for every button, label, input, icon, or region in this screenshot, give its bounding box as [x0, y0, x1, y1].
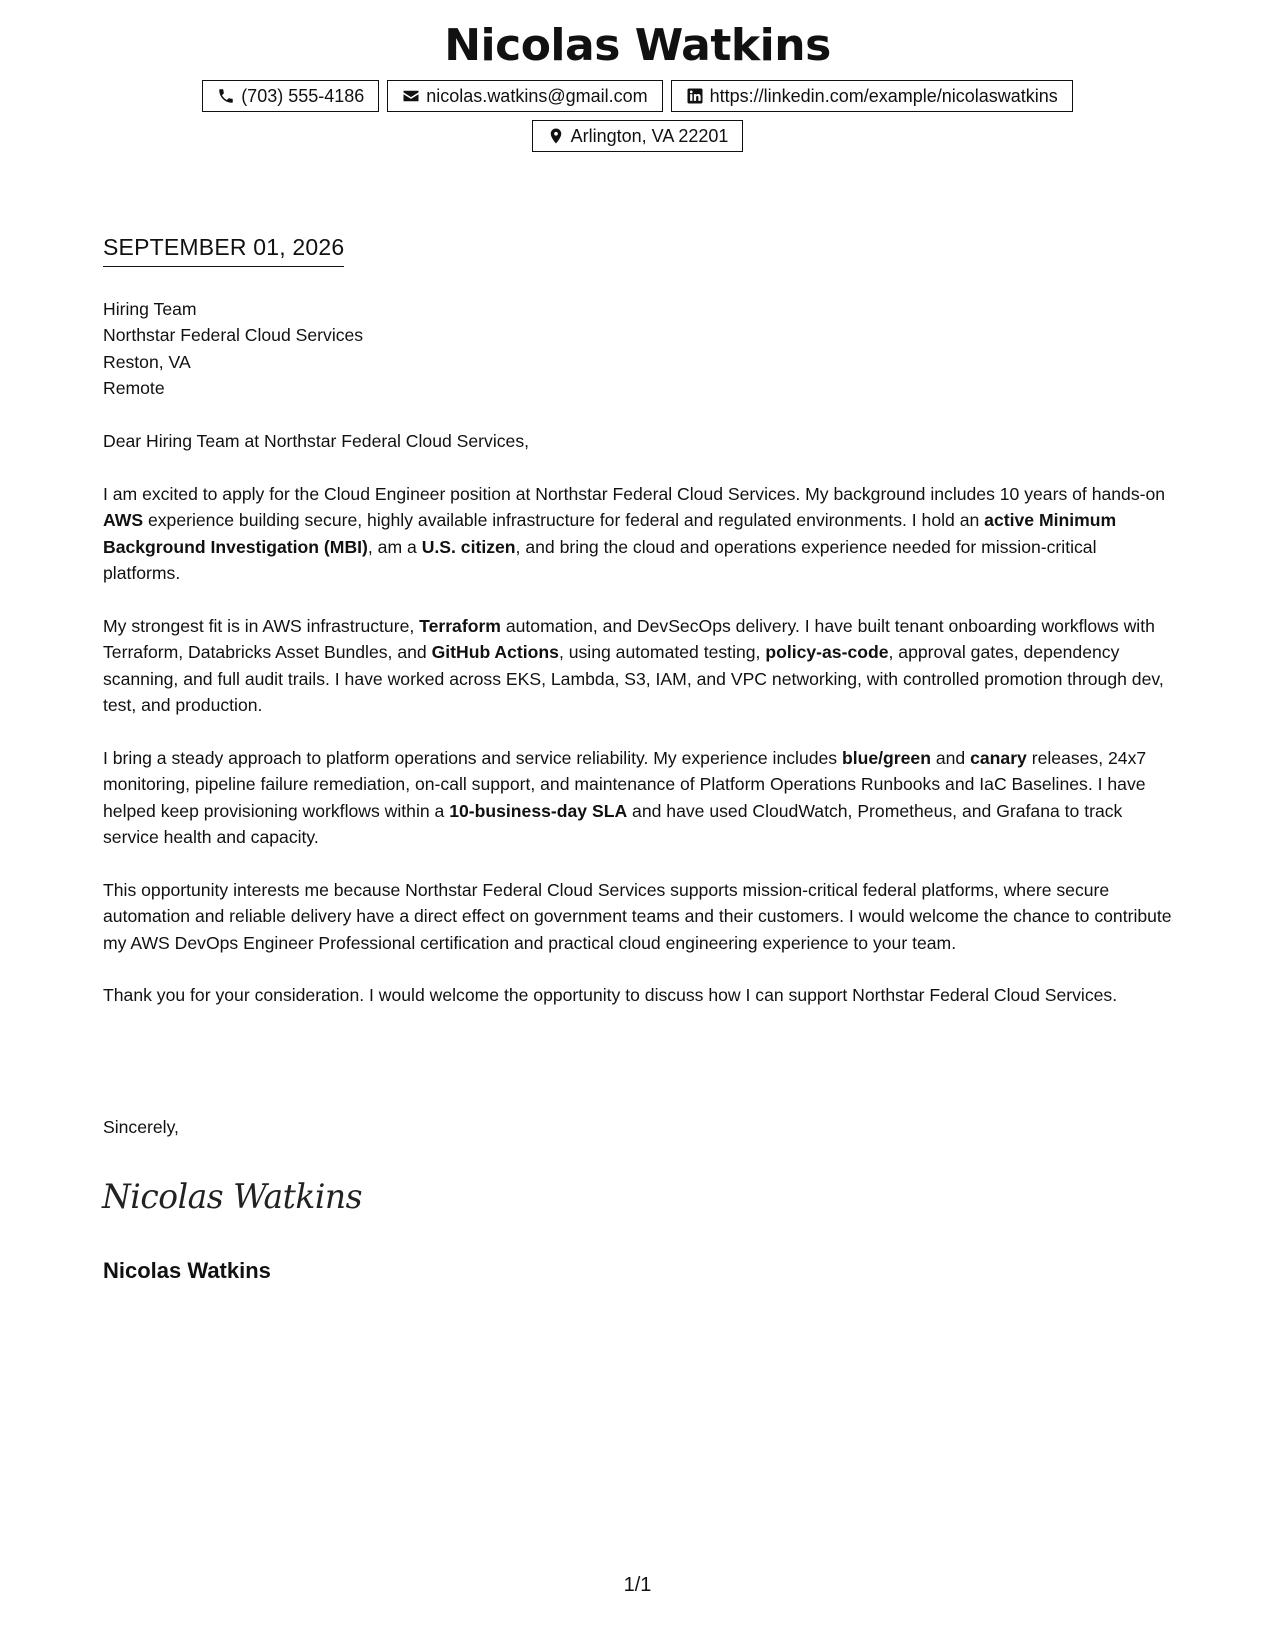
- emphasis-text: 10-business-day SLA: [449, 800, 628, 821]
- body-paragraph: [103, 982, 1178, 1008]
- paragraph-text: Thank you for your consideration. I would welcome the opportunity to discuss how I can support Northstar Federal Cloud Services.: [103, 985, 1118, 1006]
- linkedin-chip[interactable]: [671, 80, 1073, 112]
- paragraph-text: I bring a steady approach to platform operations and service reliability. My experience includes: [103, 747, 842, 768]
- recipient-line: Hiring Team: [103, 299, 197, 319]
- applicant-name: Nicolas Watkins: [444, 20, 831, 71]
- email-text: nicolas.watkins@gmail.com: [426, 86, 648, 106]
- paragraph-text: automation, and DevSecOps delivery. I have built tenant onboarding workflows with Terraform, Databricks Asset Bundles, and: [103, 615, 1155, 663]
- body-paragraph: [103, 613, 1178, 719]
- body-paragraph: [103, 745, 1178, 851]
- letter-date: SEPTEMBER 01, 2026: [103, 234, 344, 267]
- envelope-icon: [402, 87, 420, 105]
- body-paragraph: [103, 877, 1178, 956]
- paragraph-text: experience building secure, highly available infrastructure for federal and regulated environments. I hold an: [143, 510, 985, 531]
- closing: Sincerely,: [103, 1117, 179, 1137]
- letter-paragraphs: [103, 481, 1178, 1009]
- handwritten-signature: [100, 1170, 370, 1220]
- recipient-block: [103, 296, 1178, 402]
- paragraph-text: , and bring the cloud and operations experience needed for mission-critical platforms.: [103, 536, 1097, 584]
- signer-name: Nicolas Watkins: [103, 1258, 271, 1283]
- paragraph-text: , am a: [367, 536, 422, 557]
- location-chip: [532, 120, 744, 152]
- email-chip[interactable]: [387, 80, 662, 112]
- phone-text: (703) 555-4186: [241, 86, 365, 106]
- page-number: 1/1: [623, 1574, 652, 1596]
- emphasis-text: U.S. citizen: [421, 536, 516, 557]
- paragraph-text: This opportunity interests me because Northstar Federal Cloud Services supports mission-critical federal platforms, where secure automation and reliable delivery have a direct effect on government teams and their customers. I would welcome the chance to contribute my AWS DevOps Engineer Professional certification and practical cloud engineering experience to your team.: [103, 879, 1172, 953]
- emphasis-text: Terraform: [419, 615, 501, 636]
- map-pin-icon: [547, 127, 565, 145]
- linkedin-icon: [686, 87, 704, 105]
- location-text: Arlington, VA 22201: [570, 126, 729, 146]
- body-paragraph: [103, 481, 1178, 587]
- emphasis-text: GitHub Actions: [431, 642, 559, 663]
- recipient-line: Northstar Federal Cloud Services: [103, 325, 364, 346]
- emphasis-text: AWS: [103, 510, 144, 531]
- salutation: Dear Hiring Team at Northstar Federal Cloud Services,: [103, 431, 530, 452]
- phone-icon: [217, 87, 235, 105]
- paragraph-text: , using automated testing,: [558, 642, 766, 663]
- paragraph-text: , approval gates, dependency scanning, and full audit trails. I have worked across EKS, Lambda, S3, IAM, and VPC networking, with controlled promotion through dev, test, and production.: [103, 642, 1164, 716]
- emphasis-text: blue/green: [842, 747, 931, 768]
- letter-body: [103, 296, 1178, 1035]
- recipient-line: Remote: [103, 378, 165, 399]
- paragraph-text: My strongest fit is in AWS infrastructure,: [103, 615, 420, 636]
- paragraph-text: and have used CloudWatch, Prometheus, and Grafana to track service health and capacity.: [103, 800, 1123, 848]
- emphasis-text: canary: [970, 747, 1027, 768]
- svg-text:Nicolas Watkins: Nicolas Watkins: [101, 1177, 363, 1217]
- contact-bar: [0, 80, 1275, 152]
- emphasis-text: active Minimum Background Investigation (MBI): [103, 510, 1117, 557]
- paragraph-text: and: [930, 747, 971, 768]
- paragraph-text: releases, 24x7 monitoring, pipeline failure remediation, on-call support, and maintenance of Platform Operations Runbooks and IaC Baselines. I have helped keep provisioning workflows within a: [103, 747, 1147, 821]
- recipient-line: Reston, VA: [103, 351, 191, 372]
- phone-chip[interactable]: [202, 80, 379, 112]
- emphasis-text: policy-as-code: [765, 642, 889, 663]
- linkedin-text: https://linkedin.com/example/nicolaswatkins: [709, 86, 1058, 106]
- paragraph-text: I am excited to apply for the Cloud Engineer position at Northstar Federal Cloud Services. My background includes 10 years of hands-on: [103, 483, 1166, 504]
